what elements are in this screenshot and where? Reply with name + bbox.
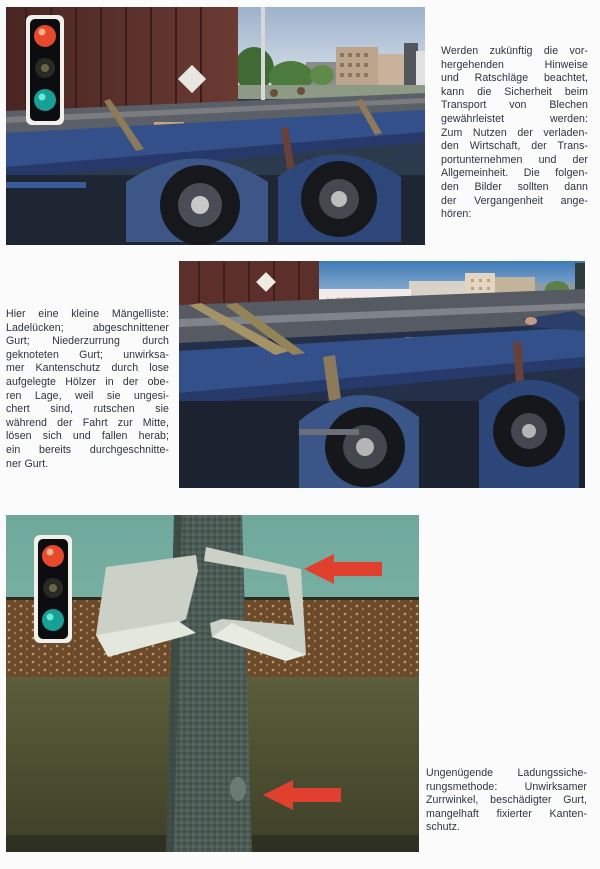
text-line: chert sind, rutschen sie [6, 403, 169, 416]
text-line: ein bereits durchgeschnitte- [6, 443, 169, 456]
text-line: rungsmethode: Unwirksamer [426, 780, 587, 793]
text-line: ner Gurt. [6, 457, 49, 470]
text-line: den Wirtschaft, der Trans- [441, 140, 588, 153]
text-line: ren Lage, weil sie ungesi- [6, 389, 169, 402]
photo-damaged-strap-closeup [6, 515, 419, 852]
text-line: Ladelücken; abgeschnittener [6, 321, 169, 334]
defect-list-text [6, 308, 169, 471]
photo-trailer-defects [179, 261, 585, 488]
traffic-light-red-icon [33, 534, 73, 644]
text-line: mer Kantenschutz durch lose [6, 362, 169, 375]
text-line: Transport von Blechen [441, 99, 588, 112]
text-line: hergehenden Hinweise [441, 58, 588, 71]
text-line: hören: [441, 208, 472, 221]
text-line: Allgemeinheit. Die folgen- [441, 167, 588, 180]
text-line: Hier eine kleine Mängelliste: [6, 308, 169, 320]
text-line: gewährleistet werden: [441, 112, 588, 125]
intro-text [441, 45, 588, 222]
text-line: mangelhaft fixierter Kanten- [426, 807, 587, 820]
text-line: Zum Nutzen der verladen- [441, 126, 588, 139]
text-line: Ungenügende Ladungssiche- [426, 767, 587, 779]
text-line: den Bilder sollten dann [441, 180, 588, 193]
text-line: portunternehmen und der [441, 153, 588, 166]
text-line: Gurt; Niederzurrung durch [6, 335, 169, 348]
text-line: Werden zukünftig die vor- [441, 45, 588, 57]
photo-trailer-loaded-sheets [6, 7, 425, 245]
text-line: und Ratschläge beachtet, [441, 72, 588, 85]
text-line: geknoteten Gurt; unwirksa- [6, 348, 169, 361]
text-line: während der Fahrt zur Mitte, [6, 416, 169, 429]
text-line: kann die Sicherheit beim [441, 85, 588, 98]
red-arrow-icon [263, 780, 341, 810]
text-line: Zurrwinkel, beschädigter Gurt, [426, 794, 587, 807]
text-line: aufgelegte Hölzer in der obe- [6, 375, 169, 388]
red-arrow-icon [304, 554, 382, 584]
traffic-light-red-icon [25, 14, 65, 126]
method-text [426, 767, 587, 835]
text-line: der Vergangenheit ange- [441, 194, 588, 207]
text-line: lösen sich und fallen herab; [6, 430, 169, 443]
text-line: schutz. [426, 821, 460, 834]
